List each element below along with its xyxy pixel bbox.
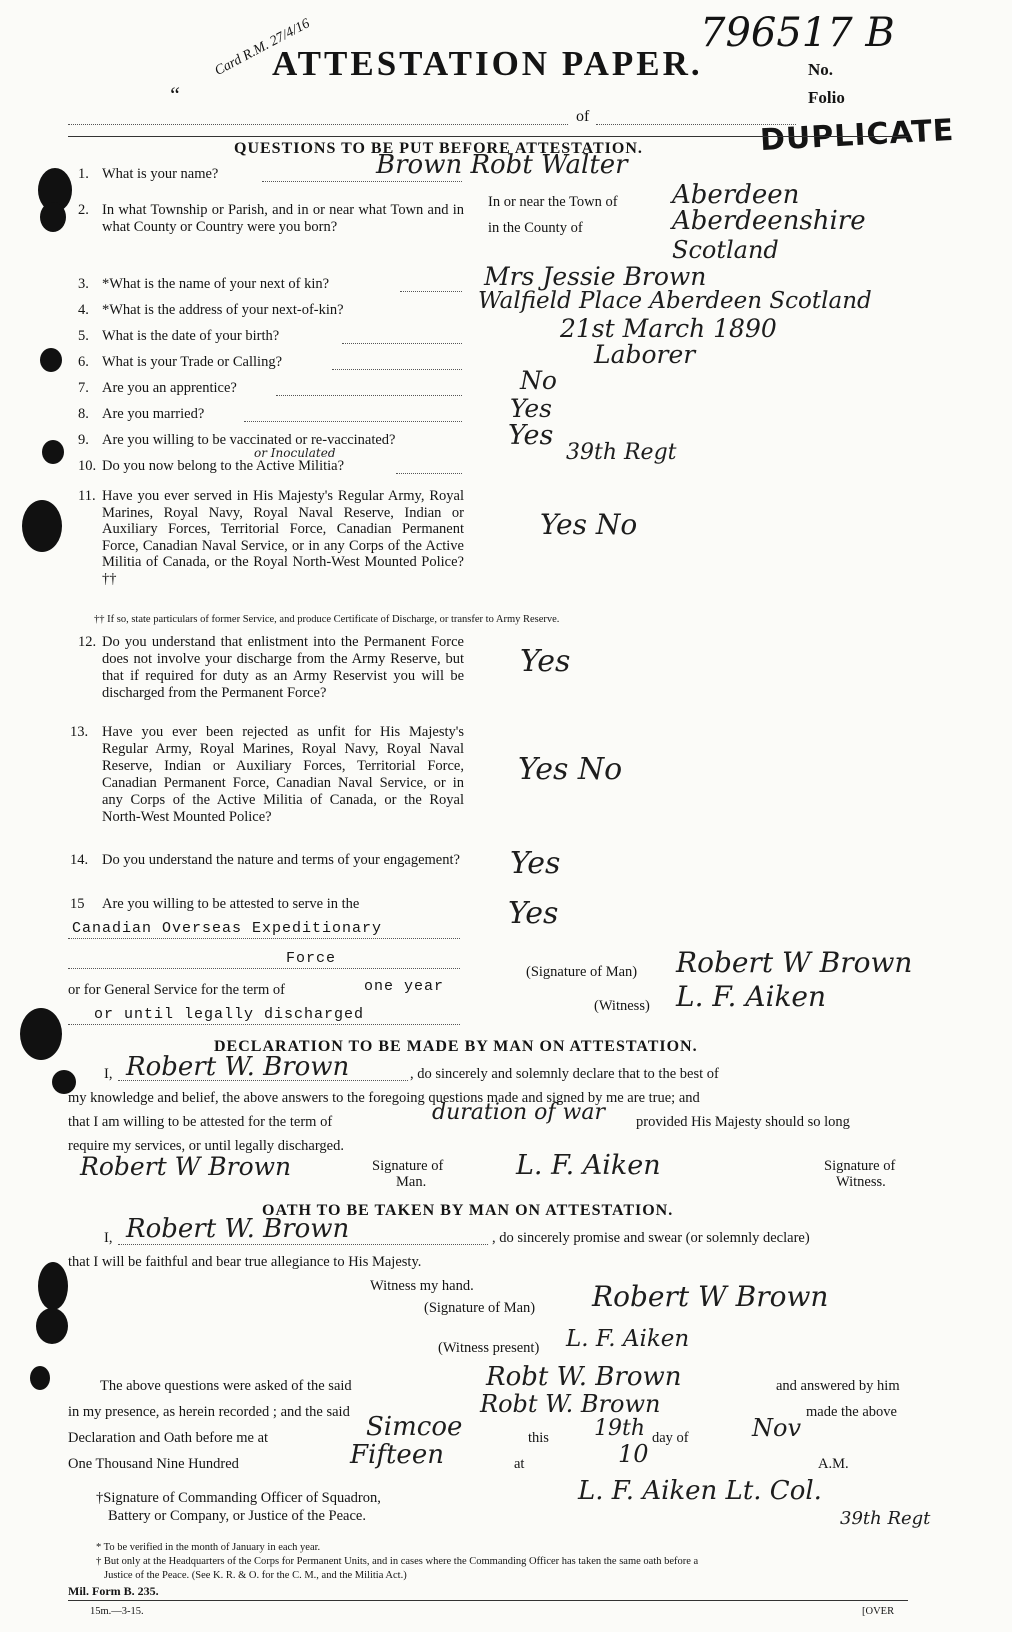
declaration-line-2: my knowledge and belief, the above answers to the foregoing questions made and signed by me are true; and — [68, 1090, 700, 1106]
question-text: Have you ever served in His Majesty's Regular Army, Royal Marines, Royal Navy, Royal Naval Reserve, Indian or Auxiliary Forces, Territorial Force, Canadian Permanent Force, Canadian Naval Service, or in any Corps of the Active Militia of Canada, or the Royal North-West Mounted Police?†† — [102, 488, 464, 587]
form-number-line — [68, 124, 568, 125]
answer-line — [276, 395, 462, 396]
town-label: In or near the Town of — [488, 194, 618, 210]
answer-line — [262, 181, 462, 182]
witness-present: L. F. Aiken — [566, 1326, 690, 1352]
print-code: 15m.—3-15. — [90, 1606, 144, 1617]
question-number: 10. — [78, 458, 97, 474]
quote-mark: “ — [168, 82, 181, 107]
footer-rule — [68, 1600, 908, 1601]
declaration-line-1-end: , do sincerely and solemnly declare that to the best of — [410, 1066, 719, 1082]
answer-handwriting: Yes — [508, 896, 559, 931]
declaration-heading: DECLARATION TO BE MADE BY MAN ON ATTESTATION. — [214, 1038, 698, 1055]
question-number: 12. — [78, 634, 97, 650]
oath-name: Robert W. Brown — [126, 1214, 350, 1244]
footnote-3: Justice of the Peace. (See K. R. & O. for the C. M., and the Militia Act.) — [104, 1570, 407, 1581]
questions-heading: QUESTIONS TO BE PUT BEFORE ATTESTATION. — [234, 140, 643, 157]
no-label: No. — [808, 60, 834, 79]
punch-hole — [40, 202, 66, 232]
force-line-1: Canadian Overseas Expeditionary — [72, 920, 383, 937]
question-text: Do you understand the nature and terms of your engagement? — [102, 852, 460, 868]
signature-witness-label-2: Witness. — [836, 1174, 886, 1190]
question-number: 6. — [78, 354, 89, 370]
cert-month: Nov — [752, 1414, 802, 1442]
question-text: Are you willing to be vaccinated or re-vaccinated? — [102, 432, 396, 448]
cert-line-2a: in my presence, as herein recorded ; and the said — [68, 1404, 350, 1420]
birth-town: Aberdeen — [672, 180, 800, 210]
question-text: Are you married? — [102, 406, 205, 422]
punch-hole — [38, 1262, 68, 1310]
witness-present-label: (Witness present) — [438, 1340, 540, 1356]
oath-i: I, — [104, 1230, 113, 1246]
cert-line-3c: day of — [652, 1430, 689, 1446]
co-signature: L. F. Aiken Lt. Col. — [578, 1476, 822, 1506]
signature-witness-label: Signature of — [824, 1158, 896, 1174]
question-number: 2. — [78, 202, 89, 218]
answer-handwriting: Yes No — [540, 508, 638, 541]
question-text: What is the date of your birth? — [102, 328, 280, 344]
question-number: 11. — [78, 488, 96, 504]
question-number: 13. — [70, 724, 89, 740]
punch-hole — [36, 1308, 68, 1344]
answer-line — [332, 369, 462, 370]
question-number: 1. — [78, 166, 89, 182]
punch-hole — [40, 348, 62, 372]
birth-country: Scotland — [672, 236, 779, 264]
answer-handwriting: 39th Regt — [566, 440, 677, 465]
declaration-name-line — [118, 1080, 408, 1081]
footnote-1: * To be verified in the month of January in each year. — [96, 1542, 321, 1553]
declaration-signature: Robert W Brown — [80, 1152, 292, 1181]
vaccinated-note: or Inoculated — [254, 446, 336, 460]
card-note: Card R.M. 27/4/16 — [212, 16, 313, 79]
oath-name-line — [118, 1244, 488, 1245]
duplicate-stamp: DUPLICATE — [759, 112, 956, 159]
declaration-witness-signature: L. F. Aiken — [516, 1150, 661, 1181]
punch-hole — [42, 440, 64, 464]
answer-line — [396, 473, 462, 474]
oath-line-1-end: , do sincerely promise and swear (or solemnly declare) — [492, 1230, 810, 1246]
cert-line-1b: and answered by him — [776, 1378, 900, 1394]
question-number: 14. — [70, 852, 89, 868]
answer-handwriting: Yes — [520, 644, 571, 679]
question-text: What is your name? — [102, 166, 219, 182]
question-text: What is your Trade or Calling? — [102, 354, 283, 370]
signature-of-man: Robert W Brown — [676, 946, 913, 979]
cert-line-3b: this — [528, 1430, 549, 1446]
answer-handwriting: No — [520, 366, 557, 395]
witness-signature: L. F. Aiken — [676, 980, 827, 1013]
answer-handwriting: Yes — [508, 420, 554, 451]
cert-hour: 10 — [618, 1440, 649, 1468]
question-text: Do you understand that enlistment into the Permanent Force does not involve your discharge from the Army Reserve, but that if required for duty as an Army Reservist you will be discharged from the Permanent Force? — [102, 634, 464, 701]
question-number: 9. — [78, 432, 89, 448]
question-text: In what Township or Parish, and in or near what Town and in what County or Country were you born? — [102, 202, 464, 235]
cert-line-1a: The above questions were asked of the said — [100, 1378, 352, 1394]
answer-line — [342, 343, 462, 344]
cert-day: 19th — [594, 1416, 646, 1441]
question-number: 8. — [78, 406, 89, 422]
answer-line — [400, 291, 462, 292]
over-note: [OVER — [862, 1606, 895, 1617]
question-number: 3. — [78, 276, 89, 292]
declaration-term: duration of war — [432, 1100, 606, 1125]
answer-handwriting: Yes No — [518, 752, 623, 787]
answer-handwriting: Yes — [510, 846, 561, 881]
punch-hole — [30, 1366, 50, 1390]
question-number: 7. — [78, 380, 89, 396]
question-text: Have you ever been rejected as unfit for His Majesty's Regular Army, Royal Marines, Royal Navy, Royal Naval Reserve, Indian or Auxiliary Forces, Territorial Force, Canadian Permanent Force, Canadian Naval Service, or in any Corps of the Active Militia of Canada, or the Royal North-West Mounted Police? — [102, 724, 464, 825]
oath-heading: OATH TO BE TAKEN BY MAN ON ATTESTATION. — [262, 1202, 674, 1219]
declaration-line-3a: that I am willing to be attested for the term of — [68, 1114, 333, 1130]
co-label-2: Battery or Company, or Justice of the Peace. — [108, 1508, 366, 1524]
oath-sig-man-label: (Signature of Man) — [424, 1300, 536, 1316]
regimental-number: 796517 B — [700, 10, 895, 56]
answer-handwriting: Walfield Place Aberdeen Scotland — [478, 288, 872, 314]
question-number: 5. — [78, 328, 89, 344]
of-label: of — [576, 108, 590, 125]
cert-line-2b: made the above — [806, 1404, 897, 1420]
term-1: one year — [364, 978, 445, 995]
question-text: Are you willing to be attested to serve in the — [102, 896, 360, 912]
signature-man-label: Signature of — [372, 1158, 444, 1174]
term-rule — [68, 1024, 460, 1025]
declaration-line-3b: provided His Majesty should so long — [636, 1114, 850, 1130]
answer-handwriting: Brown Robt Walter — [376, 150, 628, 180]
co-unit: 39th Regt — [840, 1508, 931, 1529]
question-text: *What is the name of your next of kin? — [102, 276, 330, 292]
force-line-2: Force — [286, 950, 337, 967]
signature-man-label-2: Man. — [396, 1174, 427, 1190]
signature-of-man-label: (Signature of Man) — [526, 964, 638, 980]
question-number: 15 — [70, 896, 85, 912]
heading-rule — [68, 136, 908, 137]
declaration-name: Robert W. Brown — [126, 1052, 350, 1082]
force-line-1-rule — [68, 938, 460, 939]
cert-name-2: Robt W. Brown — [480, 1390, 661, 1418]
service-note: †† If so, state particulars of former Service, and produce Certificate of Discharge, or transfer to Army Reserve. — [94, 614, 560, 625]
term-2: or until legally discharged — [94, 1006, 365, 1023]
cert-year: Fifteen — [350, 1440, 444, 1470]
co-label-1: †Signature of Commanding Officer of Squadron, — [96, 1490, 381, 1506]
oath-witness-hand: Witness my hand. — [370, 1278, 474, 1294]
cert-place: Simcoe — [366, 1412, 463, 1442]
question-text: *What is the address of your next-of-kin? — [102, 302, 344, 318]
declaration-i: I, — [104, 1066, 113, 1082]
oath-signature: Robert W Brown — [592, 1280, 829, 1313]
answer-handwriting: Laborer — [594, 340, 696, 369]
punch-hole — [20, 1008, 62, 1060]
cert-line-4a: One Thousand Nine Hundred — [68, 1456, 239, 1472]
answer-handwriting: 21st March 1890 — [560, 314, 777, 343]
question-number: 4. — [78, 302, 89, 318]
cert-name-1: Robt W. Brown — [486, 1362, 682, 1392]
footnote-2: † But only at the Headquarters of the Corps for Permanent Units, and in cases where the Commanding Officer has taken the same oath before a — [96, 1556, 699, 1567]
oath-line-2: that I will be faithful and bear true allegiance to His Majesty. — [68, 1254, 422, 1270]
witness-label: (Witness) — [594, 998, 650, 1014]
question-text: Are you an apprentice? — [102, 380, 237, 396]
county-label: in the County of — [488, 220, 583, 236]
declaration-line-4: require my services, or until legally discharged. — [68, 1138, 344, 1154]
question-text: Do you now belong to the Active Militia? — [102, 458, 345, 474]
cert-line-4b: at — [514, 1456, 525, 1472]
answer-handwriting: Mrs Jessie Brown — [484, 262, 707, 291]
folio-label: Folio — [808, 88, 845, 107]
form-title: ATTESTATION PAPER. — [272, 44, 703, 83]
answer-line — [244, 421, 462, 422]
general-service-label: or for General Service for the term of — [68, 982, 285, 998]
cert-line-3a: Declaration and Oath before me at — [68, 1430, 269, 1446]
birth-county: Aberdeenshire — [672, 206, 866, 236]
punch-hole — [22, 500, 62, 552]
force-line-2-rule — [68, 968, 460, 969]
cert-ampm: A.M. — [818, 1456, 849, 1472]
answer-handwriting: Yes — [510, 394, 552, 423]
form-number: Mil. Form B. 235. — [68, 1584, 159, 1598]
